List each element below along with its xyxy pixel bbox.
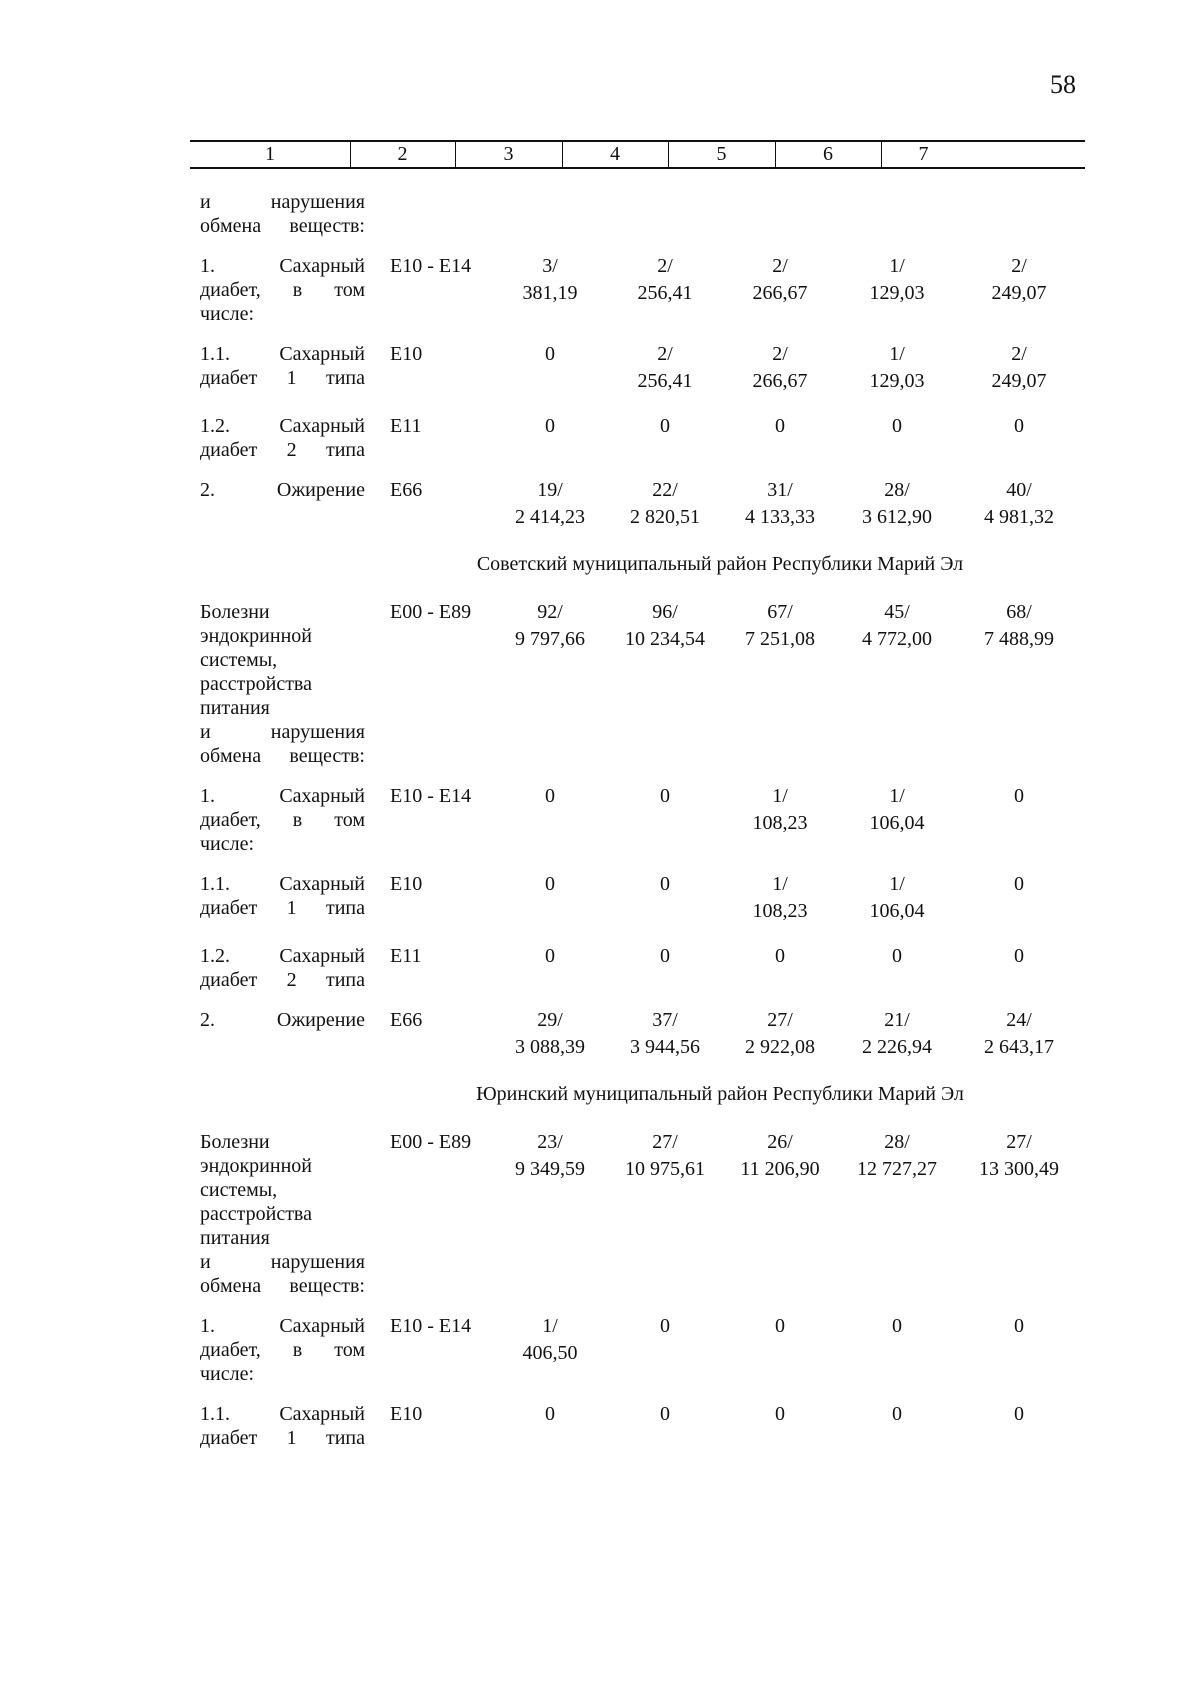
value-count: 1/ <box>542 1315 558 1337</box>
row-label-line: питания <box>200 697 270 719</box>
value-cell-col6 <box>837 1008 957 1062</box>
value-rate: 108,23 <box>752 900 808 922</box>
value-rate: 3 088,39 <box>515 1036 585 1058</box>
row-label-line: эндокринной <box>200 1155 312 1177</box>
row-label <box>200 190 365 238</box>
value-count: 0 <box>545 785 555 807</box>
value-cell-col7 <box>959 1314 1079 1338</box>
value-cell-col6 <box>837 1402 957 1426</box>
value-count: 0 <box>892 945 902 967</box>
value-count: 0 <box>775 1403 785 1425</box>
icd-code: E11 <box>390 415 422 437</box>
value-count: 22/ <box>652 479 678 501</box>
table-row <box>200 478 1080 534</box>
value-count: 0 <box>775 415 785 437</box>
table-row <box>200 1314 1080 1386</box>
table-row <box>200 944 1080 992</box>
row-label <box>200 414 365 462</box>
value-cell-col6 <box>837 342 957 396</box>
value-rate: 2 643,17 <box>984 1036 1054 1058</box>
value-cell-col4 <box>605 478 725 532</box>
row-label <box>200 872 365 920</box>
value-count: 0 <box>545 945 555 967</box>
value-count: 0 <box>545 343 555 365</box>
value-cell-col6 <box>837 254 957 308</box>
value-cell-col4 <box>605 872 725 896</box>
value-cell-col7 <box>959 872 1079 896</box>
row-label-line: 1. Сахарный <box>200 785 365 807</box>
table-row <box>200 254 1080 326</box>
icd-code: E10 <box>390 873 423 895</box>
row-label-line: Болезни <box>200 1131 270 1153</box>
value-rate: 266,67 <box>752 282 808 304</box>
value-rate: 4 772,00 <box>862 628 932 650</box>
row-label-line: обмена веществ: <box>200 1275 365 1297</box>
value-cell-col3 <box>490 1402 610 1426</box>
row-label-line: Болезни <box>200 601 270 623</box>
row-label-line: 2. Ожирение <box>200 1009 365 1031</box>
value-count: 27/ <box>1006 1131 1032 1153</box>
row-label-line: 1.2. Сахарный <box>200 415 365 437</box>
row-label-line: и нарушения <box>200 1251 365 1273</box>
value-count: 96/ <box>652 601 678 623</box>
value-count: 0 <box>1014 785 1024 807</box>
value-rate: 10 234,54 <box>625 628 705 650</box>
row-label-line: диабет 1 типа <box>200 367 365 389</box>
value-rate: 266,67 <box>752 370 808 392</box>
value-count: 2/ <box>772 255 788 277</box>
value-cell-col6 <box>837 600 957 654</box>
row-label <box>200 784 365 856</box>
value-cell-col5 <box>720 1314 840 1338</box>
value-rate: 256,41 <box>637 370 693 392</box>
value-cell-col5 <box>720 1008 840 1062</box>
header-top-rule <box>190 140 1085 142</box>
icd-code: E00 - E89 <box>390 601 472 623</box>
row-label-line: диабет, в том <box>200 279 365 301</box>
value-cell-col6 <box>837 478 957 532</box>
value-cell-col4 <box>605 1402 725 1426</box>
value-rate: 249,07 <box>991 370 1047 392</box>
value-rate: 11 206,90 <box>740 1158 820 1180</box>
value-cell-col7 <box>959 1130 1079 1184</box>
row-label-line: расстройства <box>200 673 312 695</box>
header-cell-7: 7 <box>918 143 929 165</box>
section-title: Советский муниципальный район Республики Марий Эл <box>476 553 964 575</box>
row-label-line: обмена веществ: <box>200 215 365 237</box>
icd-code: E10 - E14 <box>390 1315 472 1337</box>
header-separator <box>881 140 882 169</box>
value-count: 40/ <box>1006 479 1032 501</box>
row-label <box>200 1130 365 1298</box>
value-count: 21/ <box>884 1009 910 1031</box>
table-row <box>200 872 1080 928</box>
value-cell-col5 <box>720 944 840 968</box>
value-cell-col3 <box>490 1314 610 1368</box>
header-separator <box>562 140 563 169</box>
row-label-line: расстройства <box>200 1203 312 1225</box>
value-rate: 3 612,90 <box>862 506 932 528</box>
value-cell-col6 <box>837 1314 957 1338</box>
value-count: 0 <box>775 1315 785 1337</box>
row-label-line: числе: <box>200 1363 255 1385</box>
value-cell-col7 <box>959 342 1079 396</box>
value-cell-col6 <box>837 784 957 838</box>
value-cell-col7 <box>959 478 1079 532</box>
row-label-line: системы, <box>200 1179 278 1201</box>
icd-code: E00 - E89 <box>390 1131 472 1153</box>
row-label <box>200 1402 365 1450</box>
value-count: 0 <box>892 1403 902 1425</box>
row-label-line: 1.1. Сахарный <box>200 1403 365 1425</box>
icd-code: E66 <box>390 1009 423 1031</box>
value-count: 0 <box>545 415 555 437</box>
value-rate: 2 922,08 <box>745 1036 815 1058</box>
value-cell-col3 <box>490 872 610 896</box>
value-count: 27/ <box>652 1131 678 1153</box>
value-count: 2/ <box>657 255 673 277</box>
row-label-line: числе: <box>200 303 255 325</box>
value-cell-col3 <box>490 1130 610 1184</box>
value-count: 0 <box>1014 873 1024 895</box>
value-cell-col5 <box>720 600 840 654</box>
value-cell-col3 <box>490 600 610 654</box>
value-cell-col5 <box>720 784 840 838</box>
value-count: 31/ <box>767 479 793 501</box>
value-count: 1/ <box>772 873 788 895</box>
value-rate: 2 414,23 <box>515 506 585 528</box>
row-label-line: диабет 1 типа <box>200 897 365 919</box>
value-cell-col7 <box>959 414 1079 438</box>
header-separator <box>455 140 456 169</box>
icd-code: E10 - E14 <box>390 785 472 807</box>
value-count: 29/ <box>537 1009 563 1031</box>
value-cell-col4 <box>605 342 725 396</box>
value-rate: 9 797,66 <box>515 628 585 650</box>
value-count: 0 <box>892 415 902 437</box>
value-rate: 106,04 <box>869 900 925 922</box>
row-label-line: системы, <box>200 649 278 671</box>
table-row <box>200 784 1080 856</box>
value-count: 67/ <box>767 601 793 623</box>
value-cell-col6 <box>837 944 957 968</box>
row-label <box>200 1314 365 1386</box>
value-count: 68/ <box>1006 601 1032 623</box>
value-count: 19/ <box>537 479 563 501</box>
value-count: 0 <box>660 945 670 967</box>
page-number: 58 <box>1050 70 1076 99</box>
value-rate: 129,03 <box>869 370 925 392</box>
value-cell-col7 <box>959 1402 1079 1426</box>
value-rate: 381,19 <box>522 282 578 304</box>
value-rate: 249,07 <box>991 282 1047 304</box>
header-separator <box>775 140 776 169</box>
value-cell-col4 <box>605 414 725 438</box>
row-label-line: диабет 2 типа <box>200 969 365 991</box>
row-label-line: 1.2. Сахарный <box>200 945 365 967</box>
row-label <box>200 478 365 502</box>
icd-code: E10 <box>390 1403 423 1425</box>
value-rate: 2 820,51 <box>630 506 700 528</box>
row-label <box>200 944 365 992</box>
value-rate: 4 133,33 <box>745 506 815 528</box>
value-count: 1/ <box>889 343 905 365</box>
table-row <box>200 414 1080 462</box>
value-rate: 256,41 <box>637 282 693 304</box>
row-label-line: 2. Ожирение <box>200 479 365 501</box>
value-cell-col6 <box>837 414 957 438</box>
value-rate: 2 226,94 <box>862 1036 932 1058</box>
header-cell-1: 1 <box>265 143 275 165</box>
row-label-line: и нарушения <box>200 191 365 213</box>
value-cell-col4 <box>605 600 725 654</box>
value-rate: 12 727,27 <box>857 1158 937 1180</box>
value-rate: 7 488,99 <box>984 628 1054 650</box>
row-label-line: диабет, в том <box>200 1339 365 1361</box>
value-cell-col7 <box>959 600 1079 654</box>
row-label-line: диабет, в том <box>200 809 365 831</box>
value-cell-col7 <box>959 784 1079 808</box>
value-count: 24/ <box>1006 1009 1032 1031</box>
value-cell-col4 <box>605 254 725 308</box>
value-count: 3/ <box>542 255 558 277</box>
value-count: 0 <box>775 945 785 967</box>
value-rate: 13 300,49 <box>979 1158 1059 1180</box>
value-count: 0 <box>1014 945 1024 967</box>
table-row <box>200 600 1080 768</box>
value-count: 2/ <box>1011 255 1027 277</box>
row-label-line: эндокринной <box>200 625 312 647</box>
value-cell-col5 <box>720 414 840 438</box>
value-cell-col5 <box>720 254 840 308</box>
row-label-line: диабет 1 типа <box>200 1427 365 1449</box>
value-rate: 406,50 <box>522 1342 578 1364</box>
row-label-line: 1.1. Сахарный <box>200 343 365 365</box>
row-label-line: диабет 2 типа <box>200 439 365 461</box>
row-label-line: обмена веществ: <box>200 745 365 767</box>
row-label <box>200 254 365 326</box>
value-count: 23/ <box>537 1131 563 1153</box>
value-cell-col7 <box>959 944 1079 968</box>
row-label <box>200 1008 365 1032</box>
value-rate: 108,23 <box>752 812 808 834</box>
value-cell-col5 <box>720 478 840 532</box>
value-cell-col3 <box>490 784 610 808</box>
table-row <box>200 1130 1080 1298</box>
value-rate: 129,03 <box>869 282 925 304</box>
value-count: 1/ <box>889 255 905 277</box>
row-label-line: числе: <box>200 833 255 855</box>
value-rate: 3 944,56 <box>630 1036 700 1058</box>
row-label <box>200 342 365 390</box>
value-cell-col3 <box>490 1008 610 1062</box>
row-label-line: питания <box>200 1227 270 1249</box>
row-label-line: 1. Сахарный <box>200 255 365 277</box>
value-count: 0 <box>660 873 670 895</box>
table-body <box>200 190 1080 1466</box>
value-cell-col3 <box>490 944 610 968</box>
row-label-line: и нарушения <box>200 721 365 743</box>
icd-code: E66 <box>390 479 423 501</box>
header-cell-2: 2 <box>397 143 408 165</box>
value-count: 0 <box>1014 415 1024 437</box>
header-cell-5: 5 <box>716 143 727 165</box>
value-cell-col4 <box>605 1008 725 1062</box>
value-count: 45/ <box>884 601 910 623</box>
header-bottom-rule <box>190 167 1085 169</box>
value-rate: 106,04 <box>869 812 925 834</box>
value-cell-col4 <box>605 944 725 968</box>
table-row <box>200 342 1080 398</box>
value-cell-col3 <box>490 254 610 308</box>
value-cell-col7 <box>959 1008 1079 1062</box>
value-count: 2/ <box>657 343 673 365</box>
value-count: 2/ <box>1011 343 1027 365</box>
value-cell-col3 <box>490 342 610 366</box>
value-cell-col5 <box>720 342 840 396</box>
value-rate: 7 251,08 <box>745 628 815 650</box>
row-label-line: 1.1. Сахарный <box>200 873 365 895</box>
header-separator <box>350 140 351 169</box>
value-cell-col5 <box>720 1402 840 1426</box>
value-cell-col7 <box>959 254 1079 308</box>
icd-code: E11 <box>390 945 422 967</box>
value-count: 2/ <box>772 343 788 365</box>
value-count: 37/ <box>652 1009 678 1031</box>
value-cell-col4 <box>605 1130 725 1184</box>
value-count: 0 <box>545 1403 555 1425</box>
value-count: 1/ <box>889 873 905 895</box>
row-label-line: 1. Сахарный <box>200 1315 365 1337</box>
header-cell-3: 3 <box>503 143 514 165</box>
value-count: 0 <box>545 873 555 895</box>
value-count: 26/ <box>767 1131 793 1153</box>
value-count: 0 <box>892 1315 902 1337</box>
value-rate: 10 975,61 <box>625 1158 705 1180</box>
value-cell-col6 <box>837 872 957 926</box>
row-label <box>200 600 365 768</box>
value-count: 1/ <box>889 785 905 807</box>
value-rate: 9 349,59 <box>515 1158 585 1180</box>
header-separator <box>668 140 669 169</box>
value-count: 0 <box>1014 1315 1024 1337</box>
icd-code: E10 <box>390 343 423 365</box>
value-cell-col5 <box>720 872 840 926</box>
value-cell-col4 <box>605 784 725 808</box>
value-count: 28/ <box>884 479 910 501</box>
value-count: 28/ <box>884 1131 910 1153</box>
value-count: 0 <box>660 415 670 437</box>
value-cell-col6 <box>837 1130 957 1184</box>
value-count: 0 <box>660 1315 670 1337</box>
value-count: 1/ <box>772 785 788 807</box>
value-rate: 4 981,32 <box>984 506 1054 528</box>
value-count: 27/ <box>767 1009 793 1031</box>
value-count: 0 <box>660 1403 670 1425</box>
table-header <box>190 140 1085 169</box>
value-cell-col3 <box>490 414 610 438</box>
table-row <box>200 1402 1080 1450</box>
table-row <box>200 190 1080 238</box>
section-title: Юринский муниципальный район Республики Марий Эл <box>476 1083 964 1105</box>
value-count: 0 <box>1014 1403 1024 1425</box>
value-count: 92/ <box>537 601 563 623</box>
value-cell-col5 <box>720 1130 840 1184</box>
header-cell-4: 4 <box>610 143 620 165</box>
icd-code: E10 - E14 <box>390 255 472 277</box>
header-cell-6: 6 <box>823 143 833 165</box>
value-count: 0 <box>660 785 670 807</box>
value-cell-col3 <box>490 478 610 532</box>
value-cell-col4 <box>605 1314 725 1338</box>
table-row <box>200 1008 1080 1064</box>
